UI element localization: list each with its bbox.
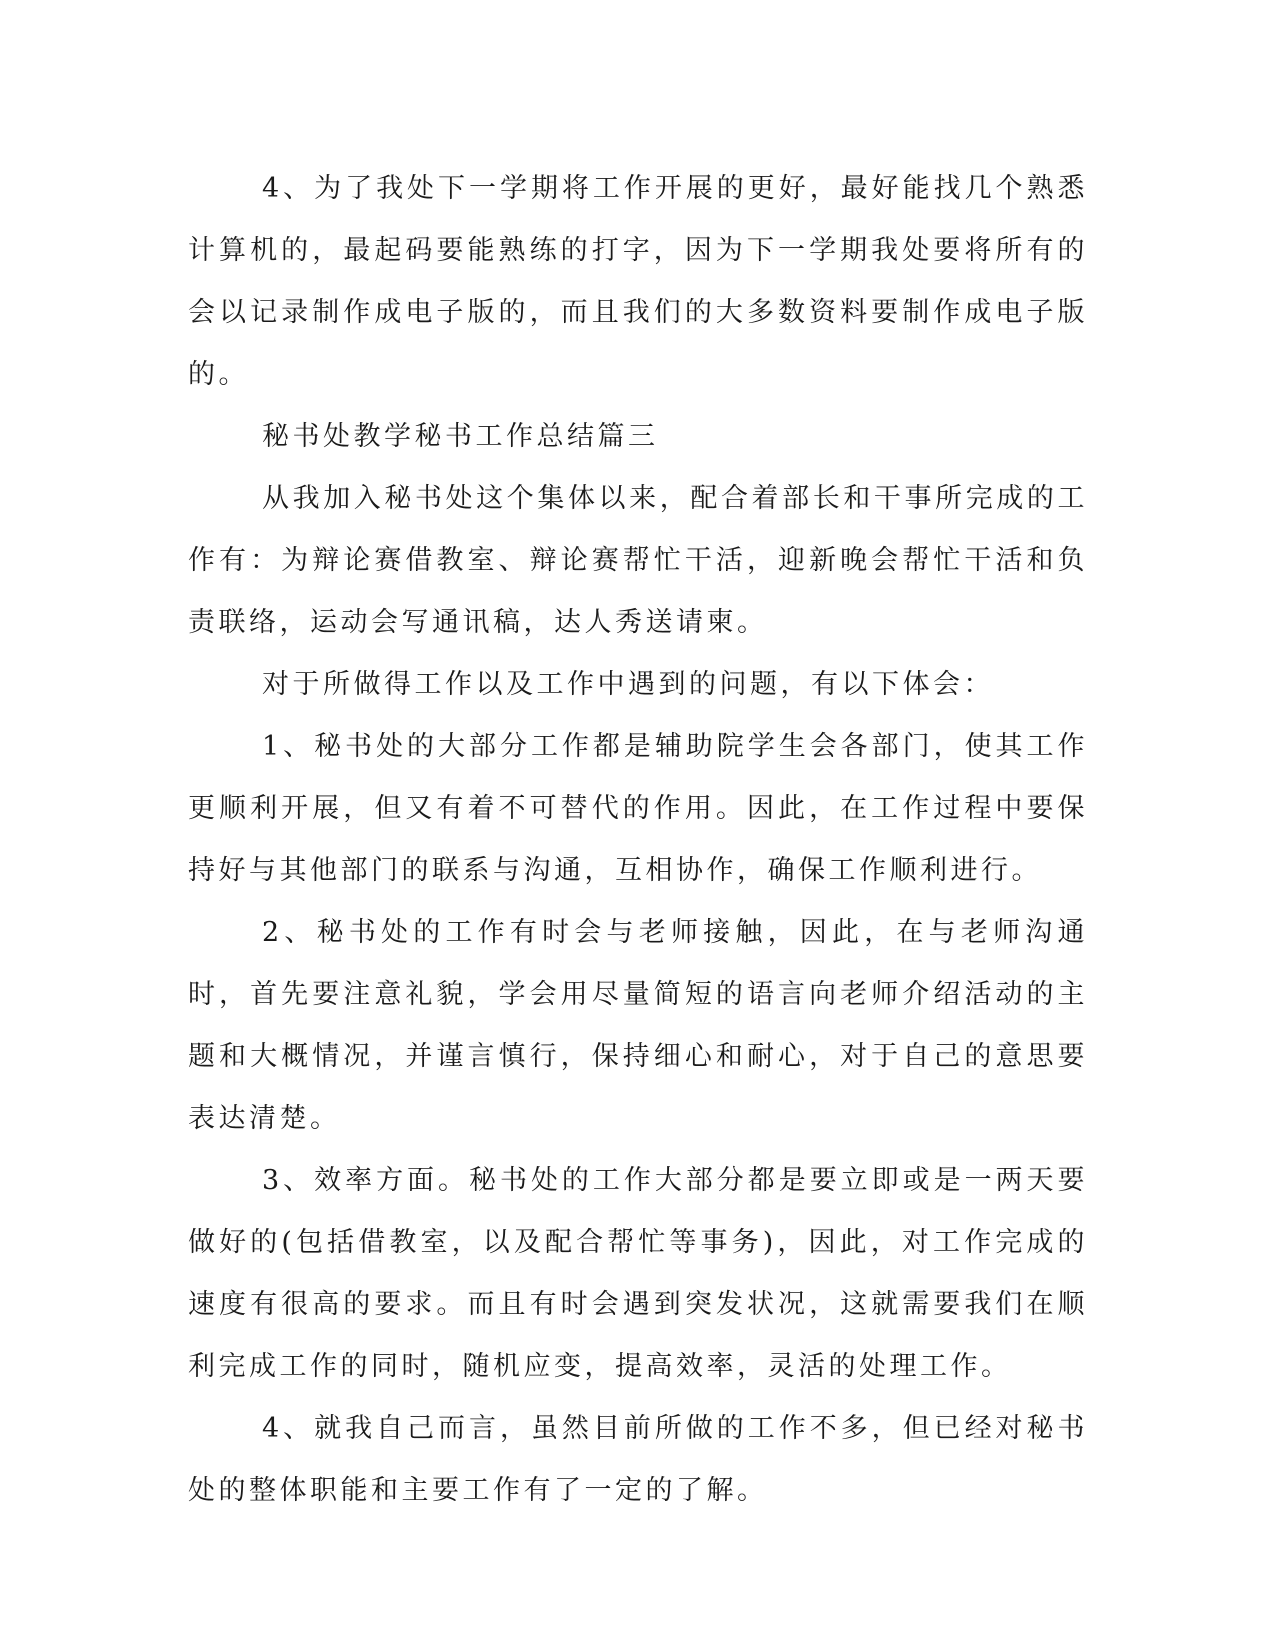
section-heading: 秘书处教学秘书工作总结篇三 bbox=[262, 421, 659, 452]
paragraph-point-1: 1、秘书处的大部分工作都是辅助院学生会各部门，使其工作更顺利开展，但又有着不可替代的作用。因此，在工作过程中要保持好与其他部门的联系与沟通，互相协作，确保工作顺利进行。 bbox=[188, 731, 1088, 886]
paragraph-point-2: 2、秘书处的工作有时会与老师接触，因此，在与老师沟通时，首先要注意礼貌，学会用尽量简短的语言向老师介绍活动的主题和大概情况，并谨言慎行，保持细心和耐心，对于自己的意思要表达清楚。 bbox=[188, 917, 1088, 1134]
paragraph-work-done: 从我加入秘书处这个集体以来，配合着部长和干事所完成的工作有：为辩论赛借教室、辩论赛帮忙干活，迎新晚会帮忙干活和负责联络，运动会写通讯稿，达人秀送请柬。 bbox=[188, 483, 1088, 638]
paragraph-point-4: 4、就我自己而言，虽然目前所做的工作不多，但已经对秘书处的整体职能和主要工作有了一定的了解。 bbox=[188, 1413, 1088, 1506]
paragraph-reflections-intro: 对于所做得工作以及工作中遇到的问题，有以下体会： bbox=[262, 669, 994, 700]
paragraph-computer-staff: 4、为了我处下一学期将工作开展的更好，最好能找几个熟悉计算机的，最起码要能熟练的打字，因为下一学期我处要将所有的会以记录制作成电子版的，而且我们的大多数资料要制作成电子版的。 bbox=[188, 173, 1088, 390]
document-body bbox=[188, 158, 1088, 1522]
paragraph-point-3: 3、效率方面。秘书处的工作大部分都是要立即或是一两天要做好的(包括借教室，以及配合帮忙等事务)，因此，对工作完成的速度有很高的要求。而且有时会遇到突发状况，这就需要我们在顺利完成工作的同时，随机应变，提高效率，灵活的处理工作。 bbox=[188, 1165, 1088, 1382]
